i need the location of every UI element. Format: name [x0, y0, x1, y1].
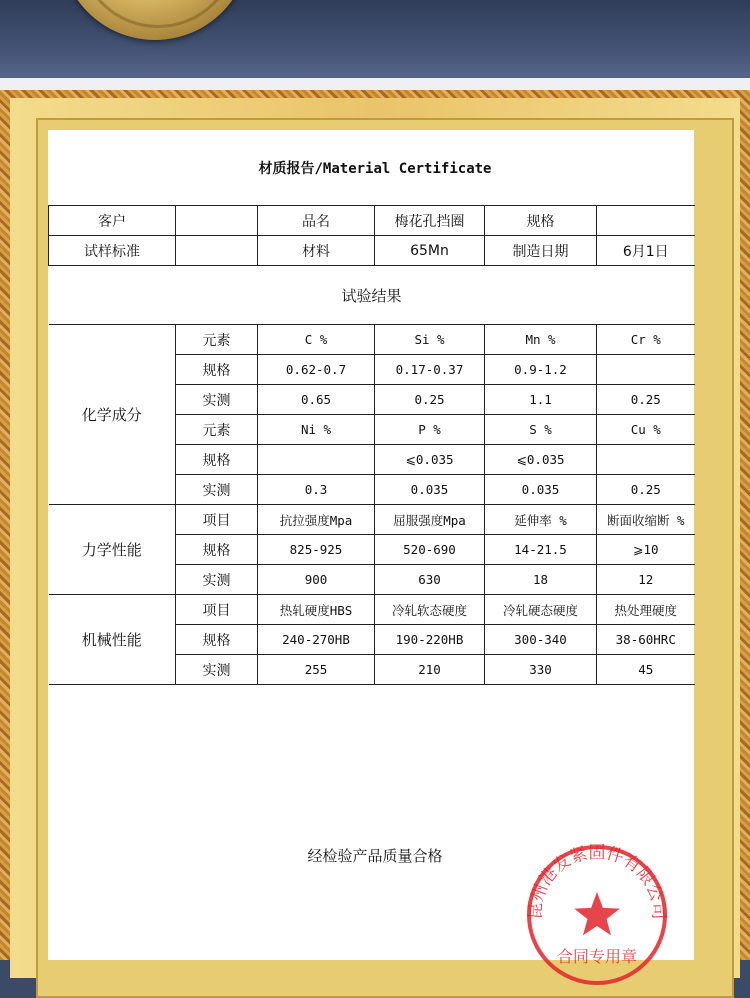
- table-cell: 210: [375, 655, 485, 685]
- table-cell: 断面收缩断 %: [597, 505, 695, 535]
- header-cell: 规格: [485, 206, 597, 236]
- certificate-table: [48, 205, 695, 685]
- gold-coin-image: [60, 0, 250, 40]
- top-banner: [0, 0, 750, 78]
- chemical-row: [49, 325, 695, 355]
- table-cell: 0.3: [258, 475, 375, 505]
- mechanical-row: [49, 505, 695, 535]
- machinery-row: [49, 595, 695, 625]
- row-label: 元素: [176, 415, 258, 445]
- row-label: 实测: [176, 385, 258, 415]
- table-cell: [597, 355, 695, 385]
- table-cell: 14-21.5: [485, 535, 597, 565]
- row-label: 规格: [176, 355, 258, 385]
- certificate-title: 材质报告/Material Certificate: [258, 161, 492, 177]
- table-cell: 热轧硬度HBS: [258, 595, 375, 625]
- company-seal-stamp: [522, 840, 672, 990]
- table-cell: C %: [258, 325, 375, 355]
- table-cell: Mn %: [485, 325, 597, 355]
- row-label: 项目: [176, 595, 258, 625]
- table-cell: 630: [375, 565, 485, 595]
- table-cell: 冷轧硬态硬度: [485, 595, 597, 625]
- svg-text:昆州港发紧固件有限公司: 昆州港发紧固件有限公司: [525, 842, 669, 920]
- row-label: 实测: [176, 655, 258, 685]
- table-cell: 900: [258, 565, 375, 595]
- row-label: 规格: [176, 625, 258, 655]
- table-cell: 0.25: [597, 475, 695, 505]
- chemical-group-label: 化学成分: [49, 325, 176, 505]
- table-cell: 38-60HRC: [597, 625, 695, 655]
- table-cell: Cu %: [597, 415, 695, 445]
- table-cell: 冷轧软态硬度: [375, 595, 485, 625]
- header-cell: 梅花孔挡圈: [375, 206, 485, 236]
- header-cell: 品名: [258, 206, 375, 236]
- table-cell: 12: [597, 565, 695, 595]
- machinery-group-label: 机械性能: [49, 595, 176, 685]
- table-cell: 0.25: [597, 385, 695, 415]
- results-row: [49, 266, 695, 325]
- table-cell: 255: [258, 655, 375, 685]
- header-cell: 65Mn: [375, 236, 485, 266]
- header-cell: 客户: [49, 206, 176, 236]
- table-cell: 0.62-0.7: [258, 355, 375, 385]
- table-cell: 0.035: [485, 475, 597, 505]
- table-cell: 190-220HB: [375, 625, 485, 655]
- header-cell: 6月1日: [597, 236, 695, 266]
- mechanical-group-label: 力学性能: [49, 505, 176, 595]
- separator-strip: [0, 78, 750, 90]
- header-cell: 材料: [258, 236, 375, 266]
- table-cell: 屈服强度Mpa: [375, 505, 485, 535]
- table-cell: [258, 445, 375, 475]
- table-cell: 0.65: [258, 385, 375, 415]
- table-cell: 0.17-0.37: [375, 355, 485, 385]
- table-cell: 热处理硬度: [597, 595, 695, 625]
- table-cell: 18: [485, 565, 597, 595]
- header-cell: [597, 206, 695, 236]
- table-cell: 0.035: [375, 475, 485, 505]
- table-cell: 825-925: [258, 535, 375, 565]
- table-cell: Ni %: [258, 415, 375, 445]
- row-label: 实测: [176, 475, 258, 505]
- header-row: [49, 206, 695, 236]
- table-cell: ⩽0.035: [375, 445, 485, 475]
- row-label: 元素: [176, 325, 258, 355]
- header-row: [49, 236, 695, 266]
- table-cell: 330: [485, 655, 597, 685]
- table-cell: 抗拉强度Mpa: [258, 505, 375, 535]
- table-cell: ⩾10: [597, 535, 695, 565]
- conclusion-text: 经检验产品质量合格: [307, 847, 443, 865]
- table-cell: Cr %: [597, 325, 695, 355]
- svg-text:合同专用章: 合同专用章: [556, 947, 638, 966]
- table-cell: 延伸率 %: [485, 505, 597, 535]
- table-cell: ⩽0.035: [485, 445, 597, 475]
- header-cell: 制造日期: [485, 236, 597, 266]
- table-cell: Si %: [375, 325, 485, 355]
- header-cell: [176, 236, 258, 266]
- table-cell: S %: [485, 415, 597, 445]
- header-cell: 试样标准: [49, 236, 176, 266]
- table-cell: 0.25: [375, 385, 485, 415]
- table-cell: [597, 445, 695, 475]
- table-cell: 1.1: [485, 385, 597, 415]
- table-cell: 520-690: [375, 535, 485, 565]
- table-cell: P %: [375, 415, 485, 445]
- results-heading: 试验结果: [49, 266, 695, 325]
- row-label: 实测: [176, 565, 258, 595]
- table-cell: 240-270HB: [258, 625, 375, 655]
- header-cell: [176, 206, 258, 236]
- row-label: 项目: [176, 505, 258, 535]
- row-label: 规格: [176, 445, 258, 475]
- table-cell: 0.9-1.2: [485, 355, 597, 385]
- table-cell: 300-340: [485, 625, 597, 655]
- row-label: 规格: [176, 535, 258, 565]
- table-cell: 45: [597, 655, 695, 685]
